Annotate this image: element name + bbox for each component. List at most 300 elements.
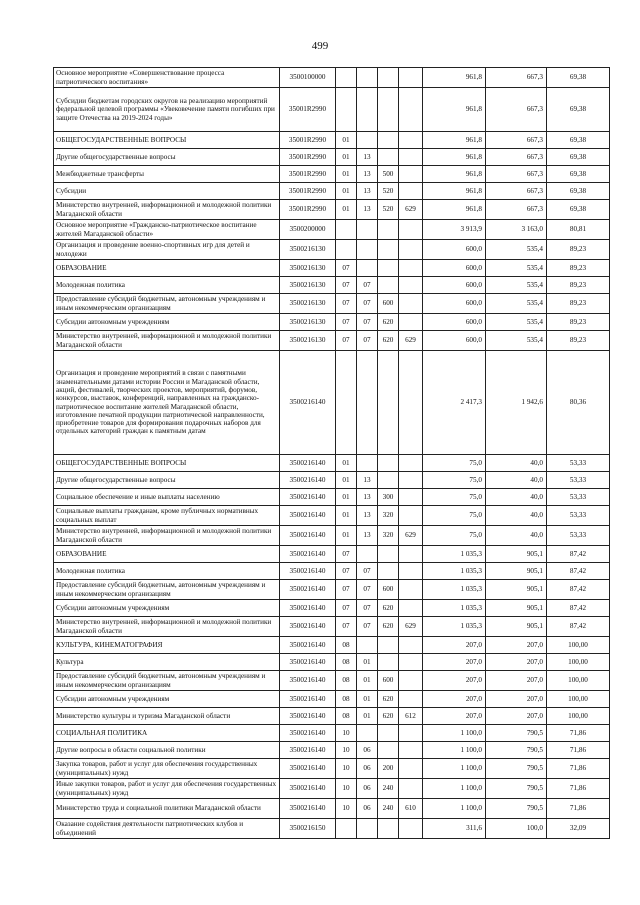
row-execution-percent: 71,86 — [547, 779, 610, 799]
row-administrator — [399, 294, 423, 314]
row-target-code: 35001R2990 — [280, 200, 336, 220]
row-subsection — [357, 132, 378, 149]
row-expense-type: 620 — [378, 314, 399, 331]
row-subsection — [357, 546, 378, 563]
row-section: 10 — [336, 759, 357, 779]
row-section: 01 — [336, 455, 357, 472]
row-executed-amount: 790,5 — [486, 725, 547, 742]
table-row — [54, 314, 610, 331]
row-section — [336, 351, 357, 455]
row-execution-percent: 87,42 — [547, 546, 610, 563]
row-execution-percent: 71,86 — [547, 759, 610, 779]
row-expense-type — [378, 742, 399, 759]
row-expense-type — [378, 260, 399, 277]
row-executed-amount: 535,4 — [486, 277, 547, 294]
row-administrator — [399, 472, 423, 489]
row-section: 10 — [336, 725, 357, 742]
row-execution-percent: 71,86 — [547, 725, 610, 742]
row-execution-percent: 32,09 — [547, 819, 610, 839]
row-planned-amount: 1 035,3 — [423, 580, 486, 600]
row-administrator — [399, 671, 423, 691]
row-section — [336, 88, 357, 132]
row-target-code: 3500216140 — [280, 708, 336, 725]
row-execution-percent: 69,38 — [547, 149, 610, 166]
row-executed-amount: 3 163,0 — [486, 220, 547, 240]
row-section: 01 — [336, 526, 357, 546]
row-executed-amount: 100,0 — [486, 819, 547, 839]
table-row — [54, 691, 610, 708]
table-row — [54, 617, 610, 637]
row-section: 07 — [336, 600, 357, 617]
row-target-code: 3500216140 — [280, 506, 336, 526]
row-target-code: 35001R2990 — [280, 166, 336, 183]
row-execution-percent: 100,00 — [547, 691, 610, 708]
row-expense-type — [378, 240, 399, 260]
row-execution-percent: 53,33 — [547, 526, 610, 546]
row-expense-type: 200 — [378, 759, 399, 779]
row-execution-percent: 53,33 — [547, 472, 610, 489]
table-row — [54, 88, 610, 132]
row-executed-amount: 40,0 — [486, 472, 547, 489]
row-planned-amount: 1 100,0 — [423, 799, 486, 819]
row-target-code: 3500216140 — [280, 725, 336, 742]
table-row — [54, 166, 610, 183]
row-planned-amount: 207,0 — [423, 708, 486, 725]
row-administrator — [399, 277, 423, 294]
row-section: 10 — [336, 779, 357, 799]
row-planned-amount: 207,0 — [423, 654, 486, 671]
row-section: 08 — [336, 691, 357, 708]
row-subsection: 13 — [357, 489, 378, 506]
row-administrator: 629 — [399, 526, 423, 546]
row-expense-type — [378, 546, 399, 563]
row-expense-type: 240 — [378, 799, 399, 819]
row-execution-percent: 69,38 — [547, 183, 610, 200]
row-subsection: 06 — [357, 779, 378, 799]
row-target-code: 3500216130 — [280, 240, 336, 260]
row-planned-amount: 961,8 — [423, 132, 486, 149]
row-section: 07 — [336, 314, 357, 331]
row-planned-amount: 961,8 — [423, 166, 486, 183]
row-subsection: 13 — [357, 506, 378, 526]
row-expense-type: 320 — [378, 506, 399, 526]
table-row — [54, 526, 610, 546]
row-execution-percent: 80,81 — [547, 220, 610, 240]
row-planned-amount: 961,8 — [423, 149, 486, 166]
row-name: Социальное обеспечение и иные выплаты населению — [54, 489, 280, 506]
row-subsection: 13 — [357, 149, 378, 166]
row-target-code: 3500216140 — [280, 779, 336, 799]
row-administrator — [399, 637, 423, 654]
row-planned-amount: 1 035,3 — [423, 546, 486, 563]
row-expense-type: 620 — [378, 691, 399, 708]
row-section: 01 — [336, 200, 357, 220]
row-executed-amount: 667,3 — [486, 132, 547, 149]
row-administrator — [399, 742, 423, 759]
row-name: Другие общегосударственные вопросы — [54, 149, 280, 166]
row-administrator — [399, 506, 423, 526]
row-executed-amount: 207,0 — [486, 708, 547, 725]
row-expense-type: 600 — [378, 671, 399, 691]
row-planned-amount: 75,0 — [423, 489, 486, 506]
row-planned-amount: 311,6 — [423, 819, 486, 839]
row-section: 07 — [336, 580, 357, 600]
row-executed-amount: 667,3 — [486, 149, 547, 166]
row-section: 08 — [336, 637, 357, 654]
row-name: СОЦИАЛЬНАЯ ПОЛИТИКА — [54, 725, 280, 742]
row-target-code: 35001R2990 — [280, 132, 336, 149]
row-expense-type: 320 — [378, 526, 399, 546]
row-execution-percent: 87,42 — [547, 617, 610, 637]
row-subsection: 13 — [357, 472, 378, 489]
row-subsection: 01 — [357, 671, 378, 691]
row-target-code: 3500200000 — [280, 220, 336, 240]
page-number: 499 — [311, 40, 329, 52]
row-planned-amount: 3 913,9 — [423, 220, 486, 240]
table-row — [54, 580, 610, 600]
row-section: 07 — [336, 563, 357, 580]
row-planned-amount: 75,0 — [423, 526, 486, 546]
row-executed-amount: 535,4 — [486, 314, 547, 331]
row-name: Культура — [54, 654, 280, 671]
row-target-code: 3500216140 — [280, 742, 336, 759]
row-target-code: 3500216140 — [280, 671, 336, 691]
row-execution-percent: 89,23 — [547, 277, 610, 294]
row-executed-amount: 667,3 — [486, 88, 547, 132]
row-expense-type — [378, 637, 399, 654]
row-subsection — [357, 260, 378, 277]
table-row — [54, 654, 610, 671]
row-executed-amount: 905,1 — [486, 563, 547, 580]
row-execution-percent: 87,42 — [547, 600, 610, 617]
row-administrator — [399, 88, 423, 132]
row-target-code: 3500216130 — [280, 331, 336, 351]
row-expense-type: 620 — [378, 331, 399, 351]
row-section: 01 — [336, 489, 357, 506]
row-name: ОБЩЕГОСУДАРСТВЕННЫЕ ВОПРОСЫ — [54, 132, 280, 149]
row-name: Субсидии — [54, 183, 280, 200]
table-row — [54, 260, 610, 277]
row-section: 01 — [336, 472, 357, 489]
row-expense-type: 240 — [378, 779, 399, 799]
row-subsection: 07 — [357, 294, 378, 314]
row-planned-amount: 961,8 — [423, 88, 486, 132]
table-body — [54, 68, 610, 839]
row-target-code: 3500216150 — [280, 819, 336, 839]
row-expense-type — [378, 132, 399, 149]
row-expense-type: 620 — [378, 708, 399, 725]
row-section — [336, 240, 357, 260]
row-planned-amount: 207,0 — [423, 671, 486, 691]
row-subsection: 06 — [357, 799, 378, 819]
row-executed-amount: 1 942,6 — [486, 351, 547, 455]
row-name: Организация и проведение мероприятий в связи с памятными знаменательными датами истории России и Магаданской области, акций, фестивалей, творческих проектов, мероприятий, форумов, конкурсов, выставок, конференций, направленных на гражданско-патриотическое воспитание жителей Магаданской области, изготовление печатной продукции патриотической направленности, приобретение товаров для формирования подарочных наборов для отдельных категорий граждан к памятным датам — [54, 351, 280, 455]
row-name: Министерство внутренней, информационной и молодежной политики Магаданской области — [54, 200, 280, 220]
table-row — [54, 200, 610, 220]
row-target-code: 35001R2990 — [280, 88, 336, 132]
row-execution-percent: 89,23 — [547, 294, 610, 314]
row-executed-amount: 905,1 — [486, 580, 547, 600]
row-name: Другие вопросы в области социальной политики — [54, 742, 280, 759]
row-target-code: 3500216140 — [280, 637, 336, 654]
row-execution-percent: 100,00 — [547, 671, 610, 691]
table-row — [54, 472, 610, 489]
row-subsection — [357, 88, 378, 132]
row-expense-type — [378, 654, 399, 671]
row-administrator — [399, 68, 423, 88]
row-executed-amount: 667,3 — [486, 200, 547, 220]
row-executed-amount: 790,5 — [486, 779, 547, 799]
row-target-code: 3500216130 — [280, 314, 336, 331]
row-section — [336, 220, 357, 240]
row-executed-amount: 905,1 — [486, 546, 547, 563]
row-target-code: 3500216140 — [280, 691, 336, 708]
row-name: ОБЩЕГОСУДАРСТВЕННЫЕ ВОПРОСЫ — [54, 455, 280, 472]
row-execution-percent: 69,38 — [547, 68, 610, 88]
row-expense-type — [378, 351, 399, 455]
row-name: Министерство культуры и туризма Магаданской области — [54, 708, 280, 725]
row-subsection: 13 — [357, 166, 378, 183]
row-planned-amount: 1 035,3 — [423, 600, 486, 617]
row-subsection — [357, 240, 378, 260]
row-subsection: 07 — [357, 314, 378, 331]
row-execution-percent: 53,33 — [547, 455, 610, 472]
row-expense-type: 520 — [378, 183, 399, 200]
row-target-code: 3500216140 — [280, 654, 336, 671]
row-subsection: 01 — [357, 691, 378, 708]
row-execution-percent: 87,42 — [547, 580, 610, 600]
row-subsection — [357, 68, 378, 88]
row-executed-amount: 667,3 — [486, 166, 547, 183]
row-target-code: 3500216140 — [280, 455, 336, 472]
row-administrator — [399, 166, 423, 183]
table-row — [54, 742, 610, 759]
row-administrator: 612 — [399, 708, 423, 725]
row-executed-amount: 40,0 — [486, 489, 547, 506]
row-administrator: 629 — [399, 617, 423, 637]
row-execution-percent: 53,33 — [547, 489, 610, 506]
row-planned-amount: 600,0 — [423, 277, 486, 294]
row-administrator — [399, 546, 423, 563]
row-expense-type: 600 — [378, 580, 399, 600]
row-name: Субсидии бюджетам городских округов на реализацию мероприятий федеральной целевой программы «Увековечение памяти погибших при защите Отечества на 2019-2024 годы» — [54, 88, 280, 132]
row-administrator — [399, 779, 423, 799]
row-section — [336, 68, 357, 88]
row-planned-amount: 600,0 — [423, 294, 486, 314]
row-target-code: 3500216140 — [280, 489, 336, 506]
row-target-code: 3500216140 — [280, 600, 336, 617]
row-section: 01 — [336, 506, 357, 526]
row-section: 08 — [336, 671, 357, 691]
row-name: Социальные выплаты гражданам, кроме публичных нормативных социальных выплат — [54, 506, 280, 526]
row-name: Межбюджетные трансферты — [54, 166, 280, 183]
row-execution-percent: 71,86 — [547, 799, 610, 819]
row-name: Министерство внутренней, информационной и молодежной политики Магаданской области — [54, 617, 280, 637]
row-administrator — [399, 600, 423, 617]
row-planned-amount: 75,0 — [423, 472, 486, 489]
row-planned-amount: 207,0 — [423, 691, 486, 708]
row-executed-amount: 790,5 — [486, 759, 547, 779]
row-subsection — [357, 220, 378, 240]
row-execution-percent: 69,38 — [547, 88, 610, 132]
table-row — [54, 799, 610, 819]
row-executed-amount: 535,4 — [486, 331, 547, 351]
row-target-code: 3500216140 — [280, 351, 336, 455]
row-administrator — [399, 489, 423, 506]
row-administrator — [399, 240, 423, 260]
row-expense-type — [378, 819, 399, 839]
row-executed-amount: 40,0 — [486, 526, 547, 546]
table-row — [54, 183, 610, 200]
row-expense-type — [378, 725, 399, 742]
row-planned-amount: 1 035,3 — [423, 563, 486, 580]
row-target-code: 3500216140 — [280, 563, 336, 580]
row-section: 07 — [336, 331, 357, 351]
row-administrator — [399, 132, 423, 149]
table-row — [54, 671, 610, 691]
row-executed-amount: 40,0 — [486, 506, 547, 526]
row-execution-percent: 80,36 — [547, 351, 610, 455]
row-subsection: 06 — [357, 759, 378, 779]
row-subsection: 13 — [357, 526, 378, 546]
row-planned-amount: 2 417,3 — [423, 351, 486, 455]
row-target-code: 3500216130 — [280, 277, 336, 294]
row-section: 07 — [336, 546, 357, 563]
row-section: 01 — [336, 166, 357, 183]
row-planned-amount: 75,0 — [423, 455, 486, 472]
table-row — [54, 759, 610, 779]
row-execution-percent: 69,38 — [547, 166, 610, 183]
row-subsection: 01 — [357, 708, 378, 725]
row-planned-amount: 1 035,3 — [423, 617, 486, 637]
row-subsection: 07 — [357, 600, 378, 617]
row-administrator — [399, 580, 423, 600]
row-execution-percent: 100,00 — [547, 637, 610, 654]
row-executed-amount: 40,0 — [486, 455, 547, 472]
row-executed-amount: 667,3 — [486, 68, 547, 88]
table-row — [54, 132, 610, 149]
row-planned-amount: 1 100,0 — [423, 742, 486, 759]
row-target-code: 35001R2990 — [280, 149, 336, 166]
row-administrator — [399, 183, 423, 200]
row-name: Субсидии автономным учреждениям — [54, 691, 280, 708]
table-row — [54, 600, 610, 617]
row-expense-type — [378, 88, 399, 132]
row-target-code: 3500216140 — [280, 580, 336, 600]
row-subsection: 07 — [357, 277, 378, 294]
row-administrator — [399, 654, 423, 671]
row-name: Оказание содействия деятельности патриотических клубов и объединений — [54, 819, 280, 839]
table-row — [54, 149, 610, 166]
row-subsection — [357, 351, 378, 455]
table-row — [54, 331, 610, 351]
row-target-code: 3500216130 — [280, 294, 336, 314]
row-administrator — [399, 314, 423, 331]
row-subsection — [357, 819, 378, 839]
row-administrator — [399, 691, 423, 708]
row-target-code: 3500216140 — [280, 472, 336, 489]
row-name: Субсидии автономным учреждениям — [54, 314, 280, 331]
row-administrator: 610 — [399, 799, 423, 819]
row-subsection — [357, 725, 378, 742]
table-row — [54, 220, 610, 240]
row-executed-amount: 790,5 — [486, 799, 547, 819]
row-target-code: 3500216130 — [280, 260, 336, 277]
row-expense-type — [378, 68, 399, 88]
row-section: 01 — [336, 132, 357, 149]
table-row — [54, 819, 610, 839]
row-expense-type: 600 — [378, 294, 399, 314]
table-row — [54, 240, 610, 260]
row-administrator: 629 — [399, 200, 423, 220]
row-planned-amount: 207,0 — [423, 637, 486, 654]
row-execution-percent: 89,23 — [547, 331, 610, 351]
table-row — [54, 277, 610, 294]
row-name: Основное мероприятие «Совершенствование процесса патриотического воспитания» — [54, 68, 280, 88]
row-expense-type: 500 — [378, 166, 399, 183]
row-planned-amount: 1 100,0 — [423, 759, 486, 779]
row-subsection: 06 — [357, 742, 378, 759]
table-row — [54, 779, 610, 799]
row-target-code: 3500216140 — [280, 546, 336, 563]
row-subsection: 07 — [357, 331, 378, 351]
row-subsection: 01 — [357, 654, 378, 671]
row-section — [336, 819, 357, 839]
row-section: 07 — [336, 260, 357, 277]
row-expense-type: 620 — [378, 600, 399, 617]
row-section: 08 — [336, 654, 357, 671]
row-section: 07 — [336, 277, 357, 294]
row-subsection — [357, 637, 378, 654]
row-name: Иные закупки товаров, работ и услуг для обеспечения государственных (муниципальных) нужд — [54, 779, 280, 799]
row-name: Субсидии автономным учреждениям — [54, 600, 280, 617]
row-name: КУЛЬТУРА, КИНЕМАТОГРАФИЯ — [54, 637, 280, 654]
row-target-code: 35001R2990 — [280, 183, 336, 200]
table-row — [54, 546, 610, 563]
row-planned-amount: 961,8 — [423, 68, 486, 88]
row-planned-amount: 1 100,0 — [423, 725, 486, 742]
table-row — [54, 489, 610, 506]
table-row — [54, 68, 610, 88]
row-subsection — [357, 455, 378, 472]
row-administrator — [399, 725, 423, 742]
row-execution-percent: 69,38 — [547, 200, 610, 220]
row-execution-percent: 87,42 — [547, 563, 610, 580]
row-executed-amount: 905,1 — [486, 600, 547, 617]
row-name: Другие общегосударственные вопросы — [54, 472, 280, 489]
row-section: 10 — [336, 742, 357, 759]
row-name: Основное мероприятие «Гражданско-патриотическое воспитание жителей Магаданской области» — [54, 220, 280, 240]
row-execution-percent: 89,23 — [547, 260, 610, 277]
row-executed-amount: 207,0 — [486, 671, 547, 691]
table-row — [54, 708, 610, 725]
row-section: 08 — [336, 708, 357, 725]
row-section: 10 — [336, 799, 357, 819]
row-administrator — [399, 455, 423, 472]
row-name: Предоставление субсидий бюджетным, автономным учреждениям и иным некоммерческим организациям — [54, 294, 280, 314]
row-administrator — [399, 260, 423, 277]
row-executed-amount: 905,1 — [486, 617, 547, 637]
row-execution-percent: 100,00 — [547, 708, 610, 725]
row-planned-amount: 600,0 — [423, 260, 486, 277]
row-expense-type: 300 — [378, 489, 399, 506]
table-row — [54, 294, 610, 314]
row-subsection: 13 — [357, 183, 378, 200]
budget-execution-table — [53, 67, 610, 839]
row-executed-amount: 207,0 — [486, 637, 547, 654]
row-administrator — [399, 563, 423, 580]
row-planned-amount: 600,0 — [423, 331, 486, 351]
